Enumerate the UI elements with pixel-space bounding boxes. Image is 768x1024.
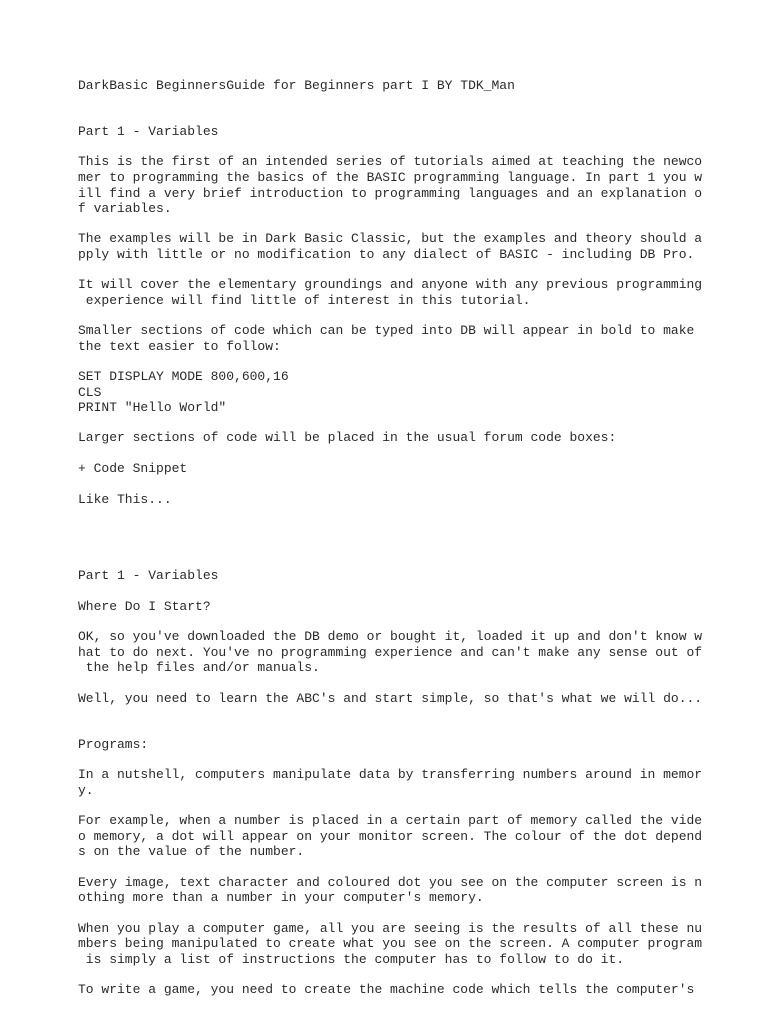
paragraph-line: Larger sections of code will be placed in the usual forum code boxes:: [78, 430, 617, 445]
paragraph-line: y.: [78, 783, 94, 798]
subsection-heading: Programs:: [78, 737, 149, 752]
paragraph-line: When you play a computer game, all you are seeing is the results of all these nu: [78, 921, 703, 936]
paragraph-line: the help files and/or manuals.: [78, 660, 320, 675]
paragraph-line: Smaller sections of code which can be typed into DB will appear in bold to make: [78, 323, 695, 338]
code-line: SET DISPLAY MODE 800,600,16: [78, 369, 289, 384]
paragraph-line: For example, when a number is placed in a certain part of memory called the vide: [78, 813, 703, 828]
paragraph-line: The examples will be in Dark Basic Classic, but the examples and theory should a: [78, 231, 703, 246]
paragraph-line: Like This...: [78, 492, 172, 507]
code-snippet-toggle[interactable]: + Code Snippet: [78, 461, 188, 476]
paragraph-line: To write a game, you need to create the machine code which tells the computer's: [78, 982, 695, 997]
section-heading: Part 1 - Variables: [78, 124, 219, 139]
paragraph-line: OK, so you've downloaded the DB demo or bought it, loaded it up and don't know w: [78, 629, 703, 644]
paragraph-line: This is the first of an intended series of tutorials aimed at teaching the newco: [78, 154, 703, 169]
paragraph-line: mbers being manipulated to create what you see on the screen. A computer program: [78, 936, 703, 951]
subsection-heading: Where Do I Start?: [78, 599, 211, 614]
paragraph-line: f variables.: [78, 201, 172, 216]
document-title: DarkBasic BeginnersGuide for Beginners part I BY TDK_Man: [78, 78, 515, 93]
paragraph-line: ill find a very brief introduction to programming languages and an explanation o: [78, 186, 703, 201]
paragraph-line: mer to programming the basics of the BASIC programming language. In part 1 you w: [78, 170, 703, 185]
paragraph-line: Every image, text character and coloured dot you see on the computer screen is n: [78, 875, 703, 890]
code-line: PRINT "Hello World": [78, 400, 227, 415]
paragraph-line: hat to do next. You've no programming experience and can't make any sense out of: [78, 645, 703, 660]
section-heading: Part 1 - Variables: [78, 568, 219, 583]
paragraph-line: Well, you need to learn the ABC's and start simple, so that's what we will do...: [78, 691, 703, 706]
paragraph-line: In a nutshell, computers manipulate data by transferring numbers around in memor: [78, 767, 703, 782]
paragraph-line: experience will find little of interest in this tutorial.: [78, 293, 531, 308]
paragraph-line: is simply a list of instructions the computer has to follow to do it.: [78, 952, 625, 967]
paragraph-line: o memory, a dot will appear on your monitor screen. The colour of the dot depend: [78, 829, 703, 844]
code-line: CLS: [78, 385, 102, 400]
paragraph-line: the text easier to follow:: [78, 339, 281, 354]
paragraph-line: pply with little or no modification to any dialect of BASIC - including DB Pro.: [78, 247, 695, 262]
paragraph-line: s on the value of the number.: [78, 844, 305, 859]
paragraph-line: It will cover the elementary groundings and anyone with any previous programming: [78, 277, 703, 292]
paragraph-line: othing more than a number in your computer's memory.: [78, 890, 484, 905]
